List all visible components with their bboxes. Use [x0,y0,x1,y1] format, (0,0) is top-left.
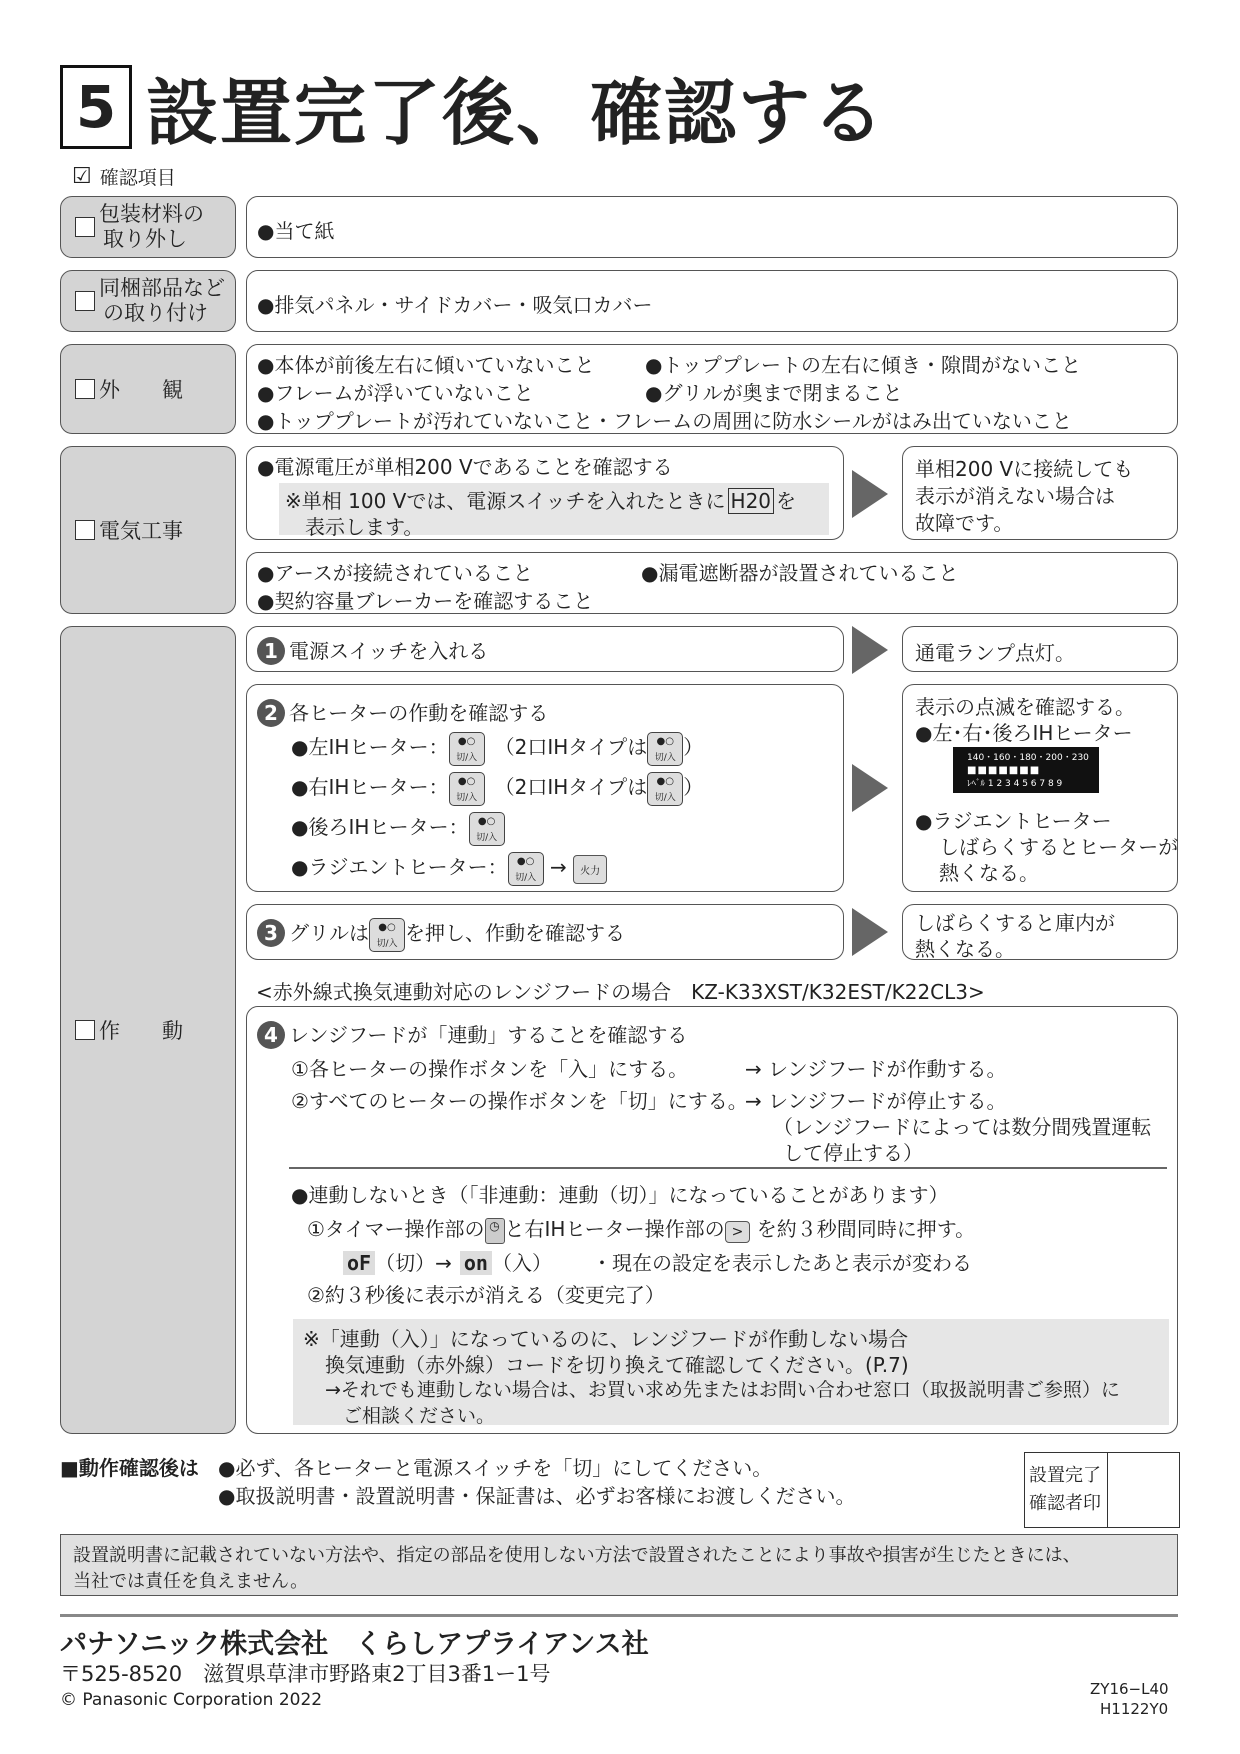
step-number: 2 [257,699,285,727]
arrow-icon [852,764,888,812]
step2-result-box: 表示の点滅を確認する。 ●左･右･後ろIHヒーター 140・160・180・200・230 ■■■■■■■ ﾚﾍﾞﾙ 1 2 3 4 5 6 7 8 9 ●ラジエントヒーター しばらくするとヒーターが 熱くなる。 [902,684,1178,892]
electrical-main-box: ●電源電圧が単相200 Vであることを確認する ※単相 100 Vでは、電源スイッチを入れたときに H20 を 表示します。 [246,446,844,540]
lcd-off-icon: oF [343,1251,375,1275]
company-address: 〒525-8520 滋賀県草津市野路東2丁目3番1ー1号 [60,1662,551,1686]
title-text: 設置完了後、確認する [146,71,887,155]
fire-power-button-icon: 火力 [573,855,607,884]
right-arrow-key-icon: > [725,1221,751,1243]
checkbox[interactable] [75,520,95,540]
checkbox[interactable] [75,1020,95,1040]
company-name: パナソニック株式会社 くらしアプライアンス社 [60,1629,649,1660]
heater-button-icon: ●○ 切/入 [449,732,485,766]
checkmark-icon: ☑ [72,164,92,189]
grill-button-icon: ●○ 切/入 [369,918,405,952]
heater-button-icon: ●○ 切/入 [647,772,683,806]
heater-button-icon: ●○ 切/入 [449,772,485,806]
electrical-sub-box: ●アースが接続されていること ●漏電遮断器が設置されていること ●契約容量ブレーカーを確認すること [246,552,1178,614]
checkbox[interactable] [75,217,95,237]
page-title [60,62,887,155]
arrow-icon [852,470,888,518]
step4-box: 4 レンジフードが「連動」することを確認する ①各ヒーターの操作ボタンを「入」にする。 → レンジフードが作動する。 ②すべてのヒーターの操作ボタンを「切」にする。 → レンジフードが停止する。 （レンジフードによっては数分間残置運転 して停止する） ●連動しないとき（「非連動：連動（切）」になっていることがあります） ①タイマー操作部の ◷ と右IHヒーター操作部の > を約３秒間同時に押す。 oF （切）→ on （入） ・現在の設定を表示したあと表示が変わる ②約３秒後に表示が消える（変更完了） ※「連動（入）」になっているのに、レンジフードが作動しない場合 換気連動（赤外線）コードを切り換えて確認してください。(P.7) →それでも連動しない場合は、お買い求め先またはお問い合わせ窓口（取扱説明書ご参照）に ご相談ください。 [246,1006,1178,1434]
checklist-heading: ☑ 確認項目 [72,164,176,189]
step-number: 4 [257,1021,285,1049]
step3-box: 3 グリルは●○ 切/入 を押し、作動を確認する [246,904,844,960]
divider [289,1167,1167,1169]
level-display: 140・160・180・200・230 ■■■■■■■ ﾚﾍﾞﾙ 1 2 3 4 5 6 7 8 9 [953,747,1099,793]
after-heading: ■動作確認後は [60,1456,199,1480]
hood-note: ※「連動（入）」になっているのに、レンジフードが作動しない場合 換気連動（赤外線）コードを切り換えて確認してください。(P.7) →それでも連動しない場合は、お買い求め先またはお問い合わせ窓口（取扱説明書ご参照）に ご相談ください。 [293,1319,1169,1425]
electrical-note: ※単相 100 Vでは、電源スイッチを入れたときに H20 を 表示します。 [279,483,829,535]
copyright: © Panasonic Corporation 2022 [60,1690,323,1710]
step-number: 1 [257,637,285,665]
step3-result-box: しばらくすると庫内が 熱くなる。 [902,904,1178,960]
packing-box: ●当て紙 [246,196,1178,258]
label-electrical: 電気工事 [60,446,236,614]
after-line-1: ●必ず、各ヒーターと電源スイッチを「切」にしてください。 [218,1456,773,1480]
label-parts: 同梱部品など の取り付け [60,270,236,332]
arrow-icon [852,908,888,956]
step-number: 3 [257,919,285,947]
heater-button-icon: ●○ 切/入 [469,812,505,846]
lcd-on-icon: on [460,1251,492,1275]
timer-button-icon: ◷ [485,1218,505,1244]
label-appearance: 外 観 [60,344,236,434]
parts-box: ●排気パネル・サイドカバー・吸気口カバー [246,270,1178,332]
step1-box: 1 電源スイッチを入れる [246,626,844,672]
level-bars: ■■■■■■■ [967,765,1041,776]
error-code: H20 [728,488,775,514]
hood-heading: <赤外線式換気連動対応のレンジフードの場合 KZ-K33XST/K32EST/K22CL3> [256,980,985,1004]
after-line-2: ●取扱説明書・設置説明書・保証書は、必ずお客様にお渡しください。 [218,1484,856,1508]
heater-button-icon: ●○ 切/入 [647,732,683,766]
disclaimer-box: 設置説明書に記載されていない方法や、指定の部品を使用しない方法で設置されたことにより事故や損害が生じたときには、 当社では責任を負えません。 [60,1534,1178,1596]
electrical-result-box: 単相200 Vに接続しても 表示が消えない場合は 故障です。 [902,446,1178,540]
heater-button-icon: ●○ 切/入 [508,852,544,886]
checkbox[interactable] [75,291,95,311]
label-packing: 包装材料の 取り外し [60,196,236,258]
appearance-box: ●本体が前後左右に傾いていないこと ●トッププレートの左右に傾き・隙間がないこと ●フレームが浮いていないこと ●グリルが奥まで閉まること ●トッププレートが汚れていないこと・フレームの周囲に防水シールがはみ出ていないこと [246,344,1178,434]
arrow-icon [852,626,888,674]
stamp-box: 設置完了 確認者印 [1024,1452,1180,1528]
checkbox[interactable] [75,379,95,399]
footer-divider [60,1614,1178,1617]
doc-code-2: H1122Y0 [1100,1700,1169,1718]
doc-code-1: ZY16−L40 [1090,1680,1169,1698]
label-operation: 作 動 [60,626,236,1434]
step1-result-box: 通電ランプ点灯。 [902,626,1178,672]
step2-box: 2 各ヒーターの作動を確認する ●左IHヒーター：●○ 切/入 （2口IHタイプは●○ 切/入 ） ●右IHヒーター：●○ 切/入 （2口IHタイプは●○ 切/入 ） ●後ろIHヒーター：●○ 切/入 ●ラジエントヒーター：●○ 切/入 → 火力 [246,684,844,892]
section-number: 5 [60,65,132,149]
